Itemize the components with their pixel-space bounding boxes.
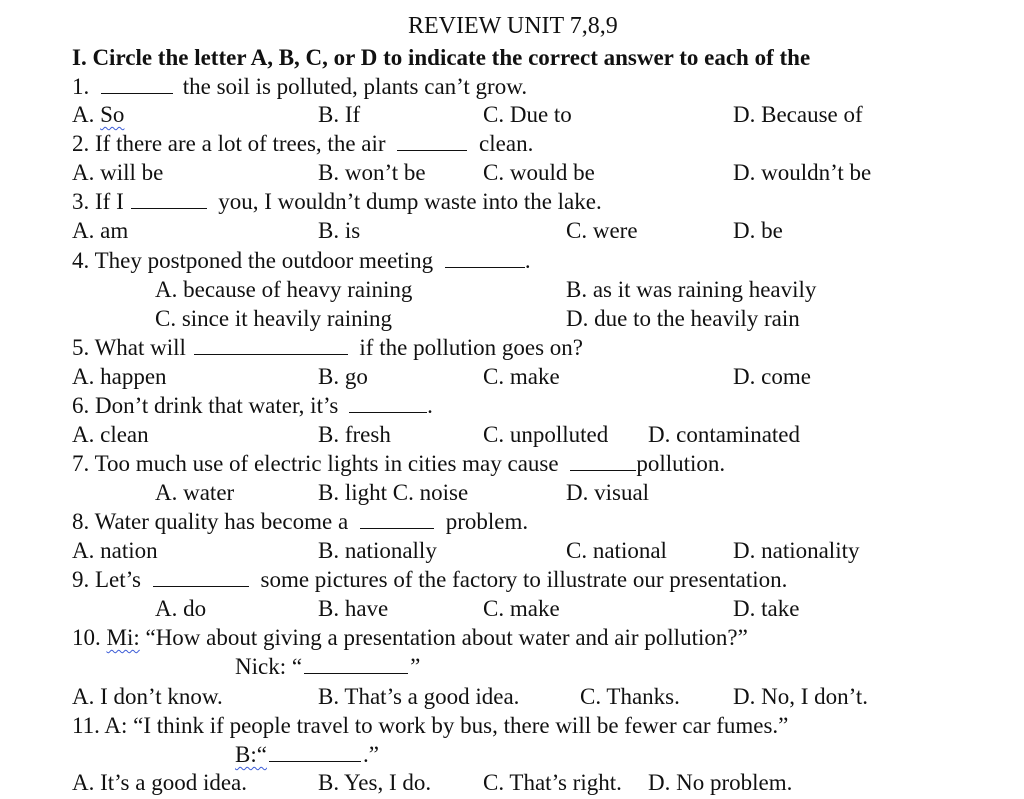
q5-option-c: C. make: [483, 364, 560, 389]
q6-option-a: A. clean: [72, 422, 149, 447]
answer-blank: [269, 741, 361, 762]
q8-option-a: A. nation: [72, 538, 158, 563]
question-5: 5. What will if the pollution goes on?: [72, 335, 583, 360]
answer-blank: [153, 566, 249, 587]
q1-option-a: A. So: [72, 102, 125, 127]
q7-option-bc: B. light C. noise: [318, 480, 469, 505]
q6-option-b: B. fresh: [318, 422, 391, 447]
question-6: 6. Don’t drink that water, it’s .: [72, 393, 433, 418]
question-1: [72, 72, 527, 101]
q7-option-d: D. visual: [566, 480, 650, 505]
q11-option-c: C. That’s right.: [483, 770, 622, 795]
section-heading: I. Circle the letter A, B, C, or D to indicate the correct answer to each of the: [72, 45, 811, 70]
answer-blank: [101, 73, 173, 94]
worksheet-title: REVIEW UNIT 7,8,9: [408, 13, 618, 39]
q5-option-b: B. go: [318, 364, 368, 389]
q9-option-d: D. take: [733, 596, 800, 621]
q3-option-d: D. be: [733, 218, 783, 243]
q6-option-d: D. contaminated: [648, 422, 801, 447]
q4-option-d: D. due to the heavily rain: [566, 306, 800, 331]
q2-option-a: A. will be: [72, 160, 164, 185]
q8-option-d: D. nationality: [733, 538, 860, 563]
q9-option-c: C. make: [483, 596, 560, 621]
q4-option-a: A. because of heavy raining: [155, 277, 413, 302]
q10-option-d: D. No, I don’t.: [733, 684, 869, 709]
q1-option-c: C. Due to: [483, 102, 572, 127]
q11-option-b: B. Yes, I do.: [318, 770, 432, 795]
question-7: 7. Too much use of electric lights in cities may cause pollution.: [72, 451, 726, 476]
q1-option-d: D. Because of: [733, 102, 863, 127]
question-number: 1.: [72, 74, 90, 99]
q10-option-a: A. I don’t know.: [72, 684, 223, 709]
question-10: 10. Mi: “How about giving a presentation about water and air pollution?”: [72, 625, 748, 650]
answer-blank: [445, 247, 525, 268]
q5-option-d: D. come: [733, 364, 811, 389]
answer-blank: [349, 392, 427, 413]
q8-option-c: C. national: [566, 538, 667, 563]
q9-option-b: B. have: [318, 596, 389, 621]
q4-option-c: C. since it heavily raining: [155, 306, 392, 331]
q11-reply: B:“ .”: [235, 742, 379, 767]
q10-option-b: B. That’s a good idea.: [318, 684, 520, 709]
question-9: 9. Let’s some pictures of the factory to illustrate our presentation.: [72, 567, 788, 592]
q8-option-b: B. nationally: [318, 538, 437, 563]
q11-option-d: D. No problem.: [648, 770, 793, 795]
q4-option-b: B. as it was raining heavily: [566, 277, 817, 302]
q2-option-c: C. would be: [483, 160, 595, 185]
spellcheck-word: So: [100, 102, 125, 127]
question-3: 3. If I you, I wouldn’t dump waste into the lake.: [72, 189, 602, 214]
q1-option-b: B. If: [318, 102, 361, 127]
q10-option-c: C. Thanks.: [580, 684, 680, 709]
question-11: 11. A: “I think if people travel to work by bus, there will be fewer car fumes.”: [72, 713, 789, 738]
q2-option-b: B. won’t be: [318, 160, 426, 185]
q3-option-c: C. were: [566, 218, 638, 243]
answer-blank: [304, 653, 408, 674]
q3-option-a: A. am: [72, 218, 129, 243]
q7-option-a: A. water: [155, 480, 235, 505]
answer-blank: [131, 188, 207, 209]
q9-option-a: A. do: [155, 596, 207, 621]
question-text: the soil is polluted, plants can’t grow.: [182, 74, 528, 99]
answer-blank: [397, 130, 467, 151]
q10-reply: Nick: “ ”: [235, 654, 421, 679]
q3-option-b: B. is: [318, 218, 361, 243]
q6-option-c: C. unpolluted: [483, 422, 609, 447]
answer-blank: [194, 334, 348, 355]
spellcheck-word: B:“: [235, 742, 267, 767]
q2-option-d: D. wouldn’t be: [733, 160, 872, 185]
q5-option-a: A. happen: [72, 364, 167, 389]
spellcheck-word: Mi:: [106, 625, 140, 650]
question-4: 4. They postponed the outdoor meeting .: [72, 248, 531, 273]
answer-blank: [570, 450, 636, 471]
question-8: 8. Water quality has become a problem.: [72, 509, 529, 534]
q11-option-a: A. It’s a good idea.: [72, 770, 248, 795]
answer-blank: [360, 508, 434, 529]
question-2: 2. If there are a lot of trees, the air clean.: [72, 131, 534, 156]
